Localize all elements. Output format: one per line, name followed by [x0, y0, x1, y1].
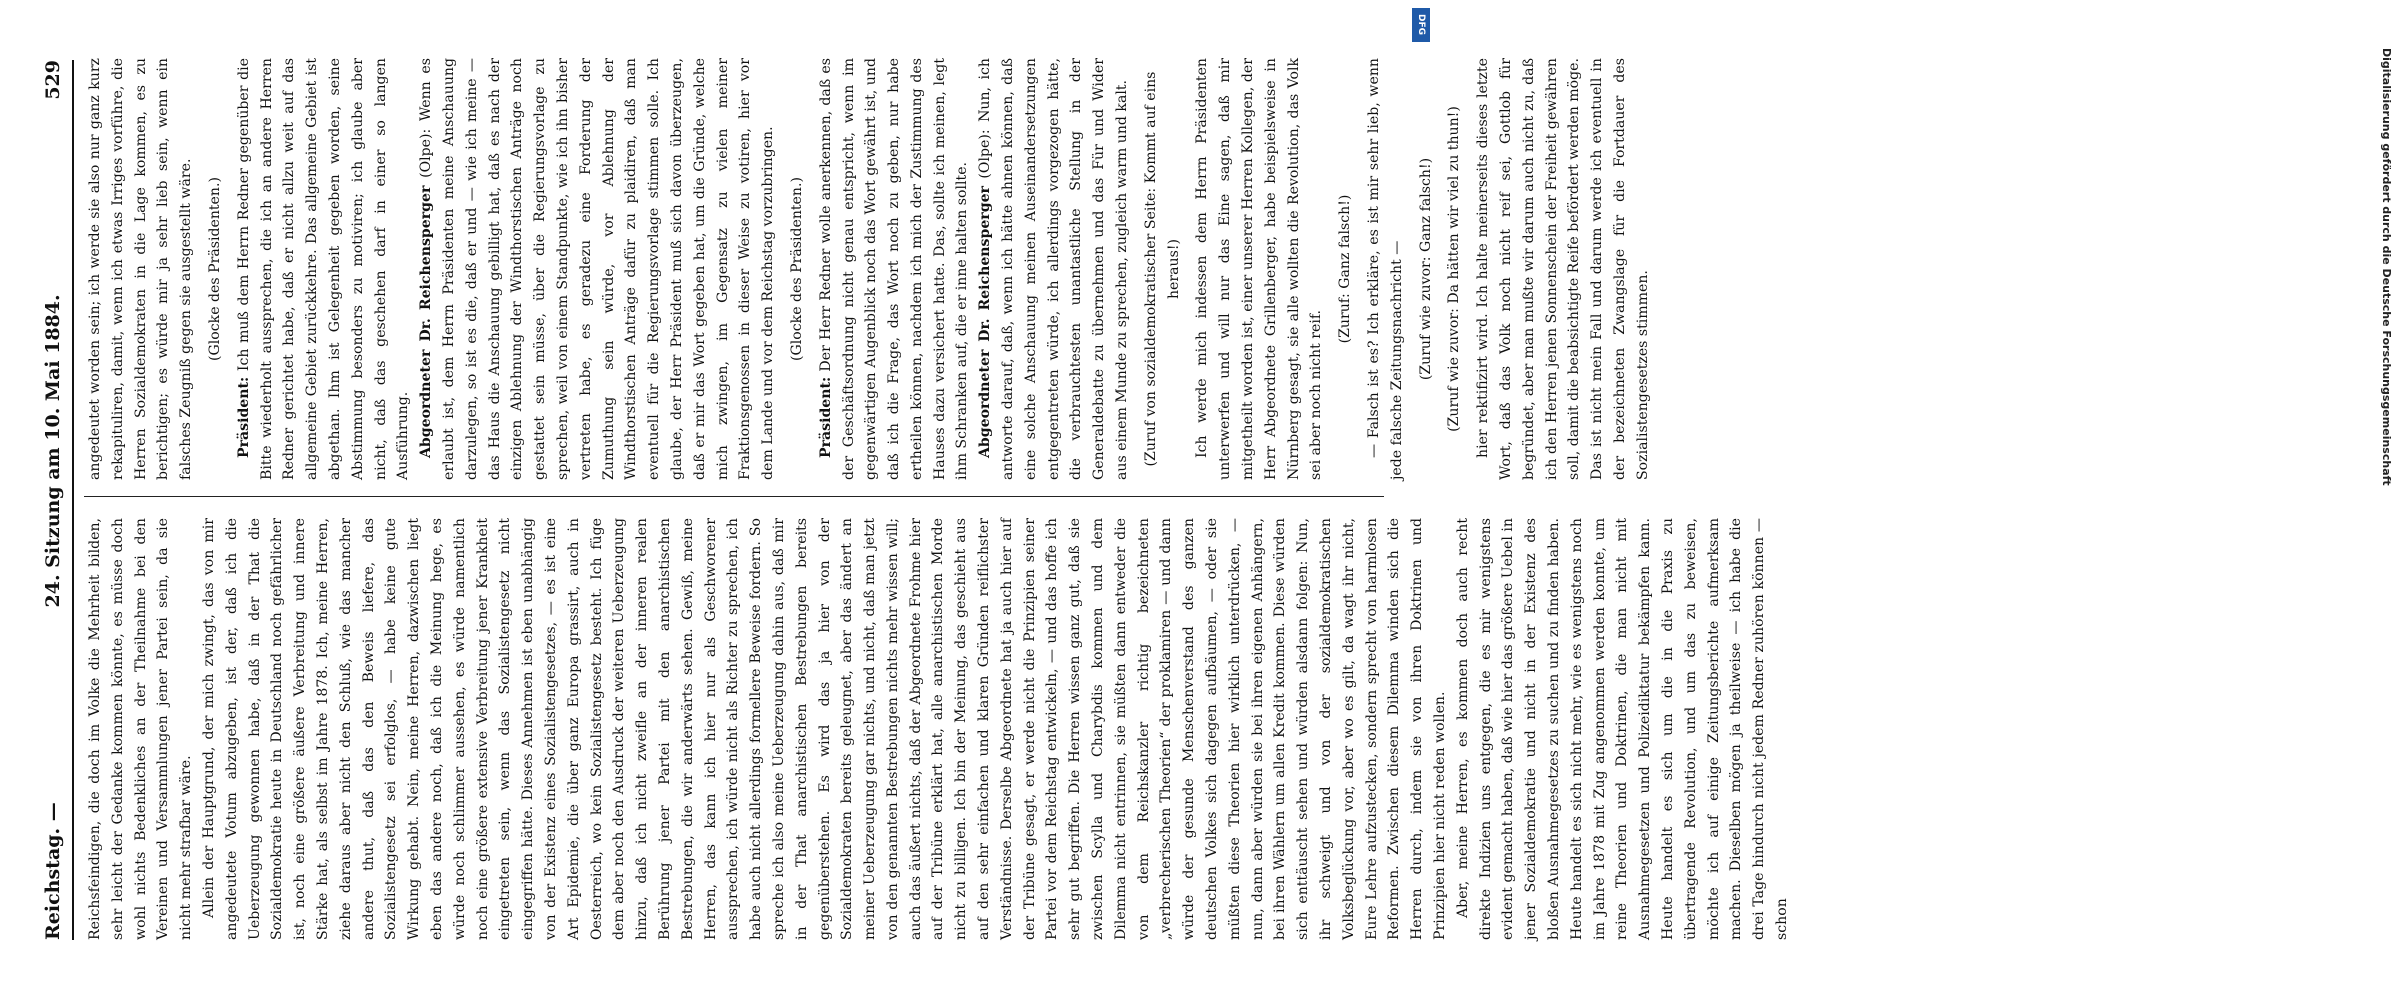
header-rule [72, 60, 74, 940]
watermark-text: Digitalisierung gefördert durch die Deutsche Forschungsgemeinschaft [2380, 48, 2394, 486]
speech-paragraph [233, 58, 415, 480]
paragraph: hier rektifizirt wird. Ich halte meinerseits dieses letzte Wort, daß das Volk noch nicht reif sei, Gottlob für begründet, aber man mußte wir darum auch nicht zu, daß ich den Herren jenen Sonnenschein der Freiheit gewähren soll, damit die beabsichtigte Reife befördert werden möge. Das ist nicht mein Fall und darum werde ich eventuell in der bezeichneten Zwangslage für die Fortdauer des Sozialistengesetzes stimmen. [1475, 58, 1651, 480]
column-divider [84, 496, 1384, 497]
speech-text: Der Herr Redner wolle anerkennen, daß es der Geschäftsordnung nicht genau entspricht, wenn im gegenwärtigen Augenblick noch das Wort gewährt ist, und daß ich die Frage, das Wort noch zu geben, nur habe ertheilen können, nachdem ich mich der Zustimmung des Hauses dazu versichert hatte. Das, sollte ich meinen, legt ihm Schranken auf, die er inne halten sollte. [817, 58, 971, 480]
interjection: (Glocke des Präsidenten.) [788, 177, 805, 361]
paragraph: — Falsch ist es? Ich erkläre, es ist mir sehr lieb, wenn jede falsche Zeitungsnachricht — [1366, 58, 1405, 480]
header-title: 24. Sitzung am 10. Mai 1884. [42, 294, 64, 608]
speaker-name: Präsident: [235, 376, 252, 458]
paragraph: Ich werde mich indessen dem Herrn Präsidenten unterwerfen und will nur das Eine sagen, daß mir mitgetheilt worden ist, einer unserer Herren Kollegen, der Herr Abgeordnete Grillenberger, habe beispielsweise in Nürnberg gesagt, sie alle wollten die Revolution, das Volk sei aber noch nicht reif. [1194, 58, 1325, 480]
paragraph: Allein der Hauptgrund, der mich zwingt, das von mir angedeutete Votum abzugeben, ist der, daß ich die Ueberzeugung gewonnen habe, daß in der That die Sozialdemokratie heute in Deutschland noch gefährlicher ist, noch eine größere äußere Verbreitung und innere Stärke hat, als selbst im Jahre 1878. Ich, meine Herren, ziehe daraus aber nicht den Schluß, wie das mancher andere thut, daß das den Beweis liefere, das Sozialistengesetz sei erfolglos, — habe keine gute Wirkung gehabt. Nein, meine Herren, dazwischen liegt eben das andere noch, daß ich die Meinung hege, es würde noch schlimmer aussehen, es würde namentlich noch eine größere extensive Verbreitung jener Krankheit eingetreten sein, wenn das Sozialistengesetz nicht eingegriffen hätte. Dieses Annehmen ist eben unabhängig von der Existenz eines Sozialistengesetzes, — es ist eine Art Epidemie, die über ganz Europa grassirt, auch in Oesterreich, wo kein Sozialistengesetz besteht. Ich füge dem aber noch den Ausdruck der weiteren Ueberzeugung hinzu, daß ich nicht zweifle an der inneren realen Berührung jener Partei mit den anarchistischen Bestrebungen, die wir anderwärts sehen. Gewiß, meine Herren, das kann ich hier nur als Geschworener aussprechen, ich würde nicht als Richter zu sprechen, ich habe auch nicht allerdings formellere Beweise fordern. So spreche ich also meine Ueberzeugung dahin aus, daß mir in der That anarchistischen Bestrebungen bereits gegenüberstehen. Es wird das ja hier von der Sozialdemokraten bereits geleugnet, aber das ändert an meiner Ueberzeugung gar nichts, und nicht, daß man jetzt von den genannten Bestrebungen nichts mehr wissen will; auch das äußert nichts, daß der Abgeordnete Frohme hier auf der Tribüne erklärt hat, alle anarchistischen Morde nicht zu billigen. Ich bin der Meinung, das geschieht aus auf den sehr einfachen und klaren Gründen reiflichster Verständnisse. Derselbe Abgeordnete hat ja auch hier auf der Tribüne gesagt, er werde nicht die Prinzipien seiner Partei vor dem Reichstag entwickeln, — und das hoffe ich sehr gut begriffen. Die Herren wissen ganz gut, daß sie zwischen Scylla und Charybdis kommen und dem Dilemma nicht entrinnen, sie müßten dann entweder die von dem Reichskanzler richtig bezeichneten „verbrecherischen Theorien“ der proklamiren — und dann würde der gesunde Menschenverstand des ganzen deutschen Volkes sich dagegen aufbäumen, — oder sie müßten diese Theorien hier wirklich unterdrücken, — nun, dann aber würden sie bei ihren eigenen Anhängern, bei ihren Wählern um allen Kredit kommen. Diese würden sich enttäuscht sehen und würden alsdann folgen: Nun, ihr schweigt und von der sozialdemokratischen Volksbeglückung vor, aber wo es gilt, da wagt ihr nicht, Eure Lehre aufzustecken, sondern sprecht von harmlosen Reformen. Zwischen diesem Dilemma winden sich die Herren durch, indem sie von ihren Doktrinen und Prinzipien hier nicht reden wollen. [200, 518, 1449, 940]
interjection: (Zuruf wie zuvor: Ganz falsch!) [1417, 157, 1434, 381]
paragraph: Reichsfeindigen, die doch im Volke die Mehrheit bilden, sehr leicht der Gedanke kommen könnte, es müsse doch wohl nichts Bedenkliches an der Theilnahme bei den Vereinen und Versammlungen jener Partei sein, da sie nicht mehr strafbar wäre. [87, 518, 195, 940]
speaker-name: Abgeordneter Dr. Reichensperger [418, 185, 435, 458]
speech-text: (Olpe): Nun, ich antworte darauf, daß, wenn ich hätte ahnen können, daß eine solche Anschauung meinen Auseinandersetzungen entgegentreten würde, ich allerdings vorgezogen hätte, die verbrauchtesten unantastliche Stellung in der Generaldebatte zu übernehmen und das Für und Wider aus einem Munde zu sprechen, zugleich warm und kalt. [977, 58, 1131, 480]
speech-paragraph [974, 58, 1134, 480]
paragraph: angedeutet worden sein; ich werde sie also nur ganz kurz rekapituliren, damit, wenn ich etwas Irriges vorführe, die Herren Sozialdemokraten in die Lage kommen, es zu berichtigen; es würde mir ja sehr lieb sein, wenn ein falsches Zeugniß gegen sie ausgestellt wäre. [87, 58, 195, 480]
interjection: (Zuruf: Ganz falsch!) [1337, 194, 1354, 344]
speech-text: Ich muß dem Herrn Redner gegenüber die Bitte wiederholt aussprechen, die ich an andere Herren Redner gerichtet habe, daß er nicht allzu weit auf das allgemeine Gebiet zurückkehre. Das allgemeine Gebiet ist abgethan. Ihm ist Gelegenheit gegeben worden, seine Abstimmung besonders zu motiviren; ich glaube aber nicht, daß das geschehen darf in einer so langen Ausführung. [235, 58, 412, 480]
speech-text: (Olpe): Wenn es erlaubt ist, dem Herrn Präsidenten meine Anschauung darzulegen, so ist es die, daß er und — wie ich meine — das Haus die Anschauung gebilligt hat, daß es nach der einzigen Ablehnung der Windthorstischen Anträge noch gestattet sein müsse, über die Regierungsvorlage zu sprechen, weil von einem Standpunkte, wie ich ihn bisher vertreten habe, es geradezu eine Forderung der Zumuthung sein würde, vor Ablehnung der Windthorstischen Anträge dafür zu plaidiren, daß man eventuell für die Regierungsvorlage stimmen solle. Ich glaube, der Herr Präsident muß sich davon überzeugen, daß er mir das Wort gegeben hat, um die Gründe, welche mich zwingen, im Gegensatz zu vielen meiner Fraktionsgenossen in dieser Weise zu votiren, hier vor dem Lande und vor dem Reichstag vorzubringen. [418, 58, 777, 480]
page-header [38, 60, 68, 940]
speaker-name: Präsident: [817, 376, 834, 458]
dfg-logo-icon: DFG [1412, 8, 1430, 42]
interjection: (Zuruf wie zuvor: Da hätten wir viel zu thun!) [1446, 106, 1463, 432]
header-left: Reichstag. — [42, 802, 64, 940]
left-column [84, 518, 1794, 940]
interjection: (Glocke des Präsidenten.) [206, 177, 223, 361]
speech-paragraph [415, 58, 780, 480]
speaker-name: Abgeordneter Dr. Reichensperger [977, 186, 994, 458]
interjection: (Zuruf von sozialdemokratischer Seite: Kommt auf eins heraus!) [1142, 71, 1182, 467]
paragraph: Aber, meine Herren, es kommen doch auch recht direkte Indizien uns entgegen, die es mir wenigstens evident gemacht haben, daß wie hier das größere Uebel in jener Sozialdemokratie und nicht in der Existenz des bloßen Ausnahmegesetzes zu suchen und zu finden haben. Heute handelt es sich nicht mehr, wie es wenigstens noch im Jahre 1878 mit Zug angenommen werden konnte, um reine Theorien und Doktrinen, die man nicht mit Ausnahmegesetzen und Polizeidiktatur bekämpfen kann. Heute handelt es sich um die in die Praxis zu übertragende Revolution, und um das zu beweisen, möchte ich auf einige Zeitungsberichte aufmerksam machen. Dieselben mögen ja theilweise — ich habe die drei Tage hindurch nicht jedem Redner zuhören können — schon [1454, 518, 1790, 940]
page-number: 529 [42, 60, 64, 100]
speech-paragraph [815, 58, 975, 480]
